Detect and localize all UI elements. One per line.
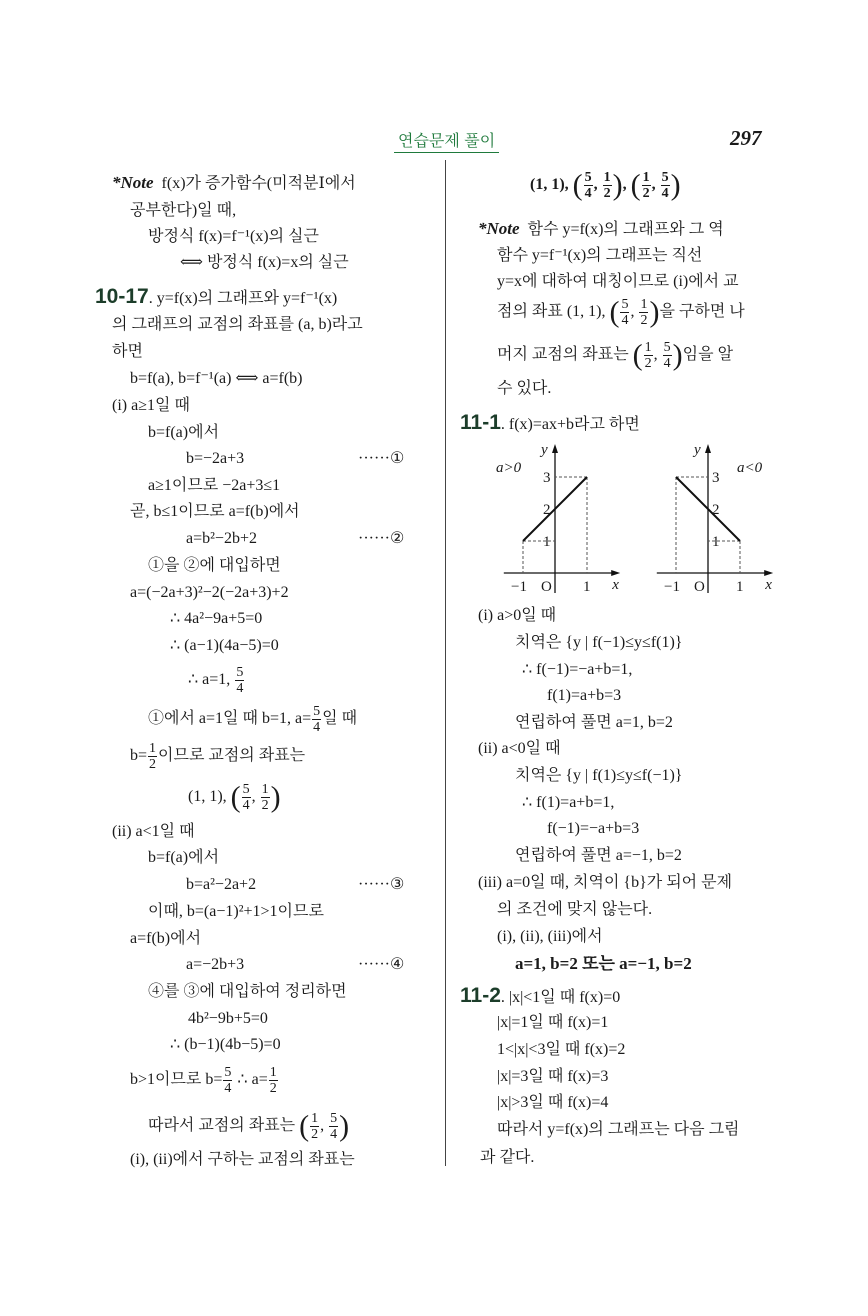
text-line: ∴ (b−1)(4b−5)=0 [170, 1036, 281, 1053]
fraction: $\frac{5}{4}$ [242, 781, 250, 813]
fraction: $\frac{5}{4}$ [236, 664, 244, 696]
y-axis-arrow-icon [552, 444, 558, 453]
x-tick-label: 1 [736, 579, 744, 595]
text-line: |x|>3일 때 f(x)=4 [497, 1094, 609, 1111]
text-line: 따라서 교점의 좌표는 ( $\frac{1}{2}$ , $\frac{5}{4}$ ) [148, 1109, 350, 1143]
equation-tag: ······① [358, 450, 405, 467]
text-line: (i) a≥1일 때 [112, 397, 190, 414]
fraction: $\frac{1}{2}$ [149, 740, 157, 772]
y-axis-label: y [541, 442, 548, 458]
text-line: 연립하여 풀면 a=−1, b=2 [515, 847, 682, 864]
text-line: y=x에 대하여 대칭이므로 (i)에서 교 [497, 273, 739, 290]
text-line: b=a²−2a+2 [186, 876, 257, 893]
text-line: a=(−2a+3)²−2(−2a+3)+2 [130, 584, 289, 601]
text-line: 치역은 {y | f(−1)≤y≤f(1)} [515, 634, 683, 651]
text-line: ∴ f(−1)=−a+b=1, [522, 661, 633, 678]
page-number: 297 [730, 126, 762, 150]
fraction: $\frac{5}{4}$ [224, 1064, 232, 1096]
equation-tag: ······④ [358, 956, 405, 973]
note-label: *Note [112, 173, 154, 192]
y-tick-label: 2 [712, 502, 720, 518]
text-line: b= $\frac{1}{2}$ 이므로 교점의 좌표는 [130, 740, 306, 772]
text-line: ①에서 a=1일 때 b=1, a= $\frac{5}{4}$ 일 때 [148, 703, 358, 735]
text-line: y=f(x)의 그래프와 y=f⁻¹(x) [156, 290, 338, 307]
case-label: a>0 [496, 460, 522, 476]
fraction: $\frac{1}{2}$ [644, 339, 652, 371]
text-line: f(1)=a+b=3 [547, 687, 622, 704]
fraction: $\frac{5}{4}$ [663, 339, 671, 371]
text-line: ⟺ 방정식 f(x)=x의 실근 [180, 254, 349, 271]
text-line: ∴ (a−1)(4a−5)=0 [170, 637, 279, 654]
fraction: $\frac{5}{4}$ [313, 703, 321, 735]
text-line: 의 그래프의 교점의 좌표를 (a, b)라고 [112, 316, 363, 333]
text-line: f(x)=ax+b라고 하면 [508, 416, 640, 433]
text-line: 의 조건에 맞지 않는다. [497, 901, 653, 918]
text-line: b=−2a+3 [186, 450, 245, 467]
text-line: 과 같다. [480, 1149, 535, 1166]
final-answer: a=1, b=2 또는 a=−1, b=2 [515, 954, 692, 973]
problem-number: 11-2 [460, 984, 501, 1007]
text-line: 수 있다. [497, 380, 552, 397]
text-line: a=−2b+3 [186, 956, 245, 973]
text-line: 방정식 f(x)=f⁻¹(x)의 실근 [148, 228, 319, 245]
y-tick-label: 3 [712, 470, 720, 486]
text-line: (iii) a=0일 때, 치역이 {b}가 되어 문제 [478, 874, 733, 891]
fraction: $\frac{1}{2}$ [311, 1110, 319, 1142]
fraction: $\frac{1}{2}$ [642, 169, 650, 201]
fraction: $\frac{1}{2}$ [640, 296, 648, 328]
equation-tag: ······② [358, 530, 405, 547]
text-line: |x|=3일 때 f(x)=3 [497, 1068, 609, 1085]
note-line [478, 219, 724, 239]
text-line: 공부한다)일 때, [130, 202, 237, 219]
text-line: (ii) a<0일 때 [478, 740, 561, 757]
origin-label: O [541, 579, 552, 595]
y-axis-label: y [694, 442, 701, 458]
text-line: (i), (ii), (iii)에서 [497, 928, 603, 945]
y-tick-label: 1 [543, 534, 551, 550]
text-line: 함수 y=f(x)의 그래프와 그 역 [527, 221, 724, 238]
text-line: a≥1이므로 −2a+3≤1 [148, 477, 281, 494]
text-line: b>1이므로 b= $\frac{5}{4}$ ∴ a= $\frac{1}{2}$ [130, 1064, 277, 1096]
text-line: 곧, b≤1이므로 a=f(b)에서 [130, 503, 300, 520]
text-line: (i), (ii)에서 구하는 교점의 좌표는 [130, 1151, 355, 1168]
x-axis-arrow-icon [611, 570, 620, 576]
section-title: 연습문제 풀이 [394, 128, 499, 153]
x-axis-arrow-icon [764, 570, 773, 576]
fraction: $\frac{5}{4}$ [621, 296, 629, 328]
text-line: 4b²−9b+5=0 [188, 1010, 268, 1027]
x-axis-label: x [765, 577, 772, 593]
text-line: |x|<1일 때 f(x)=0 [508, 989, 621, 1006]
text-line: ∴ f(1)=a+b=1, [522, 794, 615, 811]
text-line: ∴ 4a²−9a+5=0 [170, 610, 263, 627]
problem-number: 10-17 [95, 285, 149, 308]
text-line: (i) a>0일 때 [478, 607, 557, 624]
problem-number: 11-1 [460, 411, 501, 434]
problem-heading: 11-1. f(x)=ax+b라고 하면 [460, 411, 640, 434]
text-line: b=f(a), b=f⁻¹(a) ⟺ a=f(b) [130, 370, 303, 387]
fraction: $\frac{5}{4}$ [584, 169, 592, 201]
text-line: 함수 y=f⁻¹(x)의 그래프는 직선 [497, 247, 703, 264]
text-line: 연립하여 풀면 a=1, b=2 [515, 714, 673, 731]
case-label: a<0 [737, 460, 763, 476]
text-line: f(−1)=−a+b=3 [547, 820, 640, 837]
answer-points: (1, 1), ( $\frac{5}{4}$ , $\frac{1}{2}$ ), ( $\frac{1}{2}$ , $\frac{5}{4}$ ) [530, 168, 681, 202]
x-tick-label: 1 [583, 579, 591, 595]
text-line: a=b²−2b+2 [186, 530, 257, 547]
origin-label: O [694, 579, 705, 595]
x-axis-label: x [612, 577, 619, 593]
column-divider [445, 160, 446, 1166]
text-line: 점의 좌표 (1, 1), ( $\frac{5}{4}$ , $\frac{1}{2}$ )을 구하면 나 [497, 295, 745, 329]
text-line: ∴ a=1, $\frac{5}{4}$ [188, 664, 244, 696]
note-label: *Note [478, 219, 520, 238]
fraction: $\frac{5}{4}$ [330, 1110, 338, 1142]
problem-heading: 10-17. y=f(x)의 그래프와 y=f⁻¹(x) [95, 285, 338, 308]
text-line: 머지 교점의 좌표는 ( $\frac{1}{2}$ , $\frac{5}{4}$ )임을 알 [497, 338, 734, 372]
fraction: $\frac{5}{4}$ [661, 169, 669, 201]
text-line: |x|=1일 때 f(x)=1 [497, 1014, 609, 1031]
text-line: a=f(b)에서 [130, 930, 202, 947]
text-line: (ii) a<1일 때 [112, 823, 195, 840]
fraction: $\frac{1}{2}$ [269, 1064, 277, 1096]
text-line: b=f(a)에서 [148, 424, 220, 441]
y-tick-label: 1 [712, 534, 720, 550]
graph-a-positive [490, 440, 630, 595]
text-line: 따라서 y=f(x)의 그래프는 다음 그림 [497, 1121, 740, 1138]
graph-a-negative [645, 440, 785, 595]
fraction: $\frac{1}{2}$ [261, 781, 269, 813]
y-tick-label: 3 [543, 470, 551, 486]
text-line: (1, 1), ( $\frac{5}{4}$ , $\frac{1}{2}$ ) [188, 780, 281, 814]
fraction: $\frac{1}{2}$ [603, 169, 611, 201]
text-line: ④를 ③에 대입하여 정리하면 [148, 983, 347, 1000]
y-axis-arrow-icon [705, 444, 711, 453]
note-line [112, 173, 356, 193]
text-line: ①을 ②에 대입하면 [148, 557, 281, 574]
equation-tag: ······③ [358, 876, 405, 893]
problem-heading: 11-2. |x|<1일 때 f(x)=0 [460, 984, 621, 1007]
x-tick-label: −1 [511, 579, 527, 595]
text-line: b=f(a)에서 [148, 849, 220, 866]
text-line: 하면 [112, 343, 143, 360]
y-tick-label: 2 [543, 502, 551, 518]
text-line: f(x)가 증가함수(미적분Ⅰ에서 [161, 175, 356, 192]
text-line: 이때, b=(a−1)²+1>1이므로 [148, 903, 324, 920]
text-line: 1<|x|<3일 때 f(x)=2 [497, 1041, 626, 1058]
x-tick-label: −1 [664, 579, 680, 595]
text-line: 치역은 {y | f(1)≤y≤f(−1)} [515, 767, 683, 784]
